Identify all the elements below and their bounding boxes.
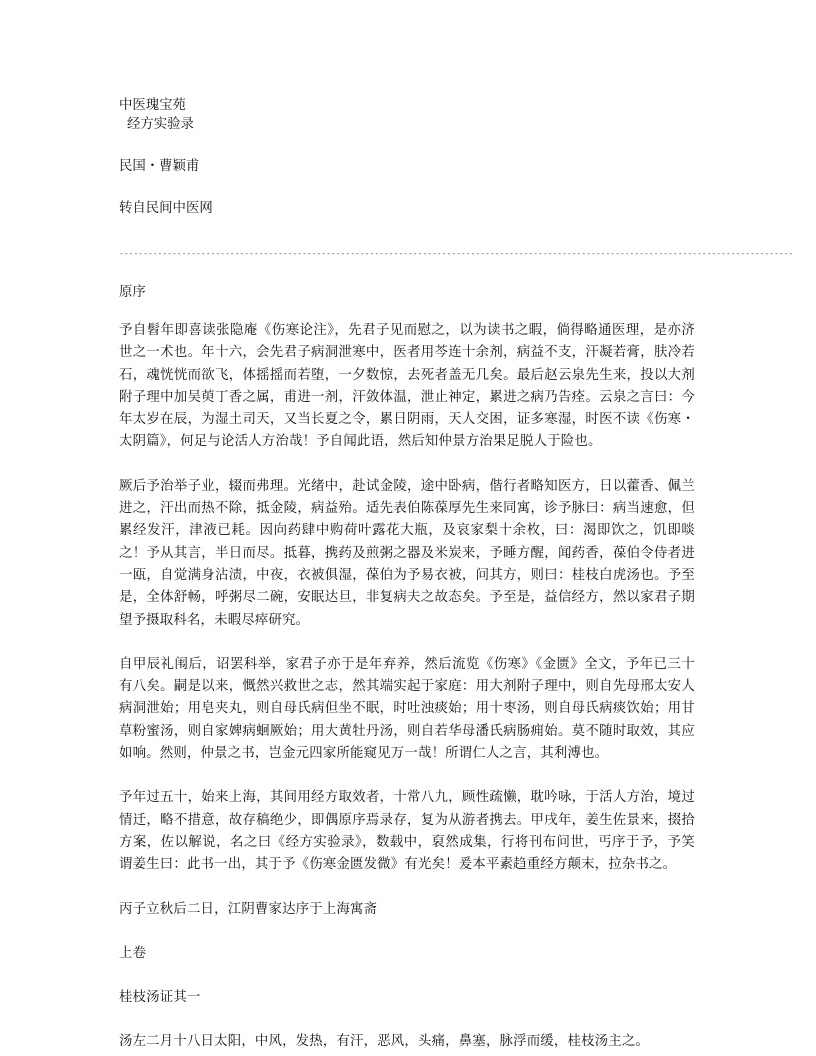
horizontal-separator: -------------------------------------------------------------------------------------------------------------------------------------------- [119, 249, 794, 258]
preface-title: 原序 [119, 285, 146, 300]
book-title: 经方实验录 [127, 117, 194, 132]
case-title: 桂枝汤证其一 [119, 990, 201, 1006]
case-text: 汤左二月十八日太阳，中风，发热，有汗，恶风，头痛，鼻塞，脉浮而缓，桂枝汤主之。 [119, 1034, 650, 1050]
preface-paragraph-3: 自甲辰礼闱后，诏罢科举，家君子亦于是年弃养，然后流览《伤寒》《金匮》全文，予年已三十有八矣。嗣是以来，慨然兴救世之志，然其端实起于家庭：用大剂附子理中，则自先母邢太安人病洞泄始；用皂夹丸，则自母氏病但坐不眠，时吐浊痰始；用十枣汤，则自母氏病痰饮始；用甘草粉蜜汤，则自家婢病蛔厥始；用大黄牡丹汤，则自若华母潘氏病肠痈始。莫不随时取效，其应如响。然则，仲景之书，岂金元四家所能窥见万一哉！所谓仁人之言，其利溥也。 [119, 656, 695, 762]
author-line: 民国・曹颖甫 [119, 159, 200, 174]
volume-title: 上卷 [119, 945, 147, 961]
preface-signature: 丙子立秋后二日，江阴曹家达序于上海寓斋 [119, 901, 378, 917]
preface-paragraph-2: 厥后予治举子业，辍而弗理。光绪中，赴试金陵，途中卧病，偕行者略知医方，日以藿香、佩兰进之，汗出而热不除，抵金陵，病益殆。适先表伯陈葆厚先生来同寓，诊予脉曰：病当速愈，但累经发汗，津液已耗。因向药肆中购荷叶露花大瓶，及哀家梨十余枚，曰：渴即饮之，饥即啖之！予从其言，半日而尽。抵暮，携药及煎粥之器及米炭来，予睡方醒，闻药香，葆伯令侍者进一瓯，自觉满身沾渍，中夜，衣被俱湿，葆伯为予易衣被，问其方，则曰：桂枝白虎汤也。予至是，全体舒畅，呼粥尽二碗，安眠达旦，非复病夫之故态矣。予至是，益信经方，然以家君子期望予摄取科名，未暇尽瘁研究。 [119, 478, 695, 628]
document-page [119, 96, 794, 1054]
preface-paragraph-4: 予年过五十，始来上海，其间用经方取效者，十常八九，顾性疏懒，耽吟咏，于活人方治，境过情迁，略不措意，故存稿绝少，即偶原序焉录存，复为从游者携去。甲戌年，姜生佐景来，掇拾方案，佐以解说，名之曰《经方实验录》，数载中，裒然成集，行将刊布问世，丐序于予，予笑谓姜生曰：此书一出，其于予《伤寒金匮发微》有光矣！爰本平素趋重经方颠末，拉杂书之。 [119, 790, 695, 873]
site-title: 中医瑰宝苑 [119, 98, 186, 113]
source-line: 转自民间中医网 [119, 201, 213, 216]
preface-paragraph-1: 予自髫年即喜读张隐庵《伤寒论注》，先君子见而慰之，以为读书之暇，倘得略通医理，是亦济世之一术也。年十六，会先君子病洞泄寒中，医者用芩连十余剂，病益不支，汗凝若膏，肤冷若石，魂恍恍而欲飞，体摇摇而若堕，一夕数惊，去死者盖无几矣。最后赵云泉先生来，投以大剂附子理中加吴萸丁香之属，甫进一剂，汗敛体温，泄止神定，累进之病乃告痊。云泉之言曰：今年太岁在辰，为湿土司天，又当长夏之令，累日阴雨，天人交困，证多寒湿，时医不读《伤寒・太阴篇》，何足与论活人方治哉！予自闻此语，然后知仲景方治果足脱人于险也。 [119, 323, 695, 450]
